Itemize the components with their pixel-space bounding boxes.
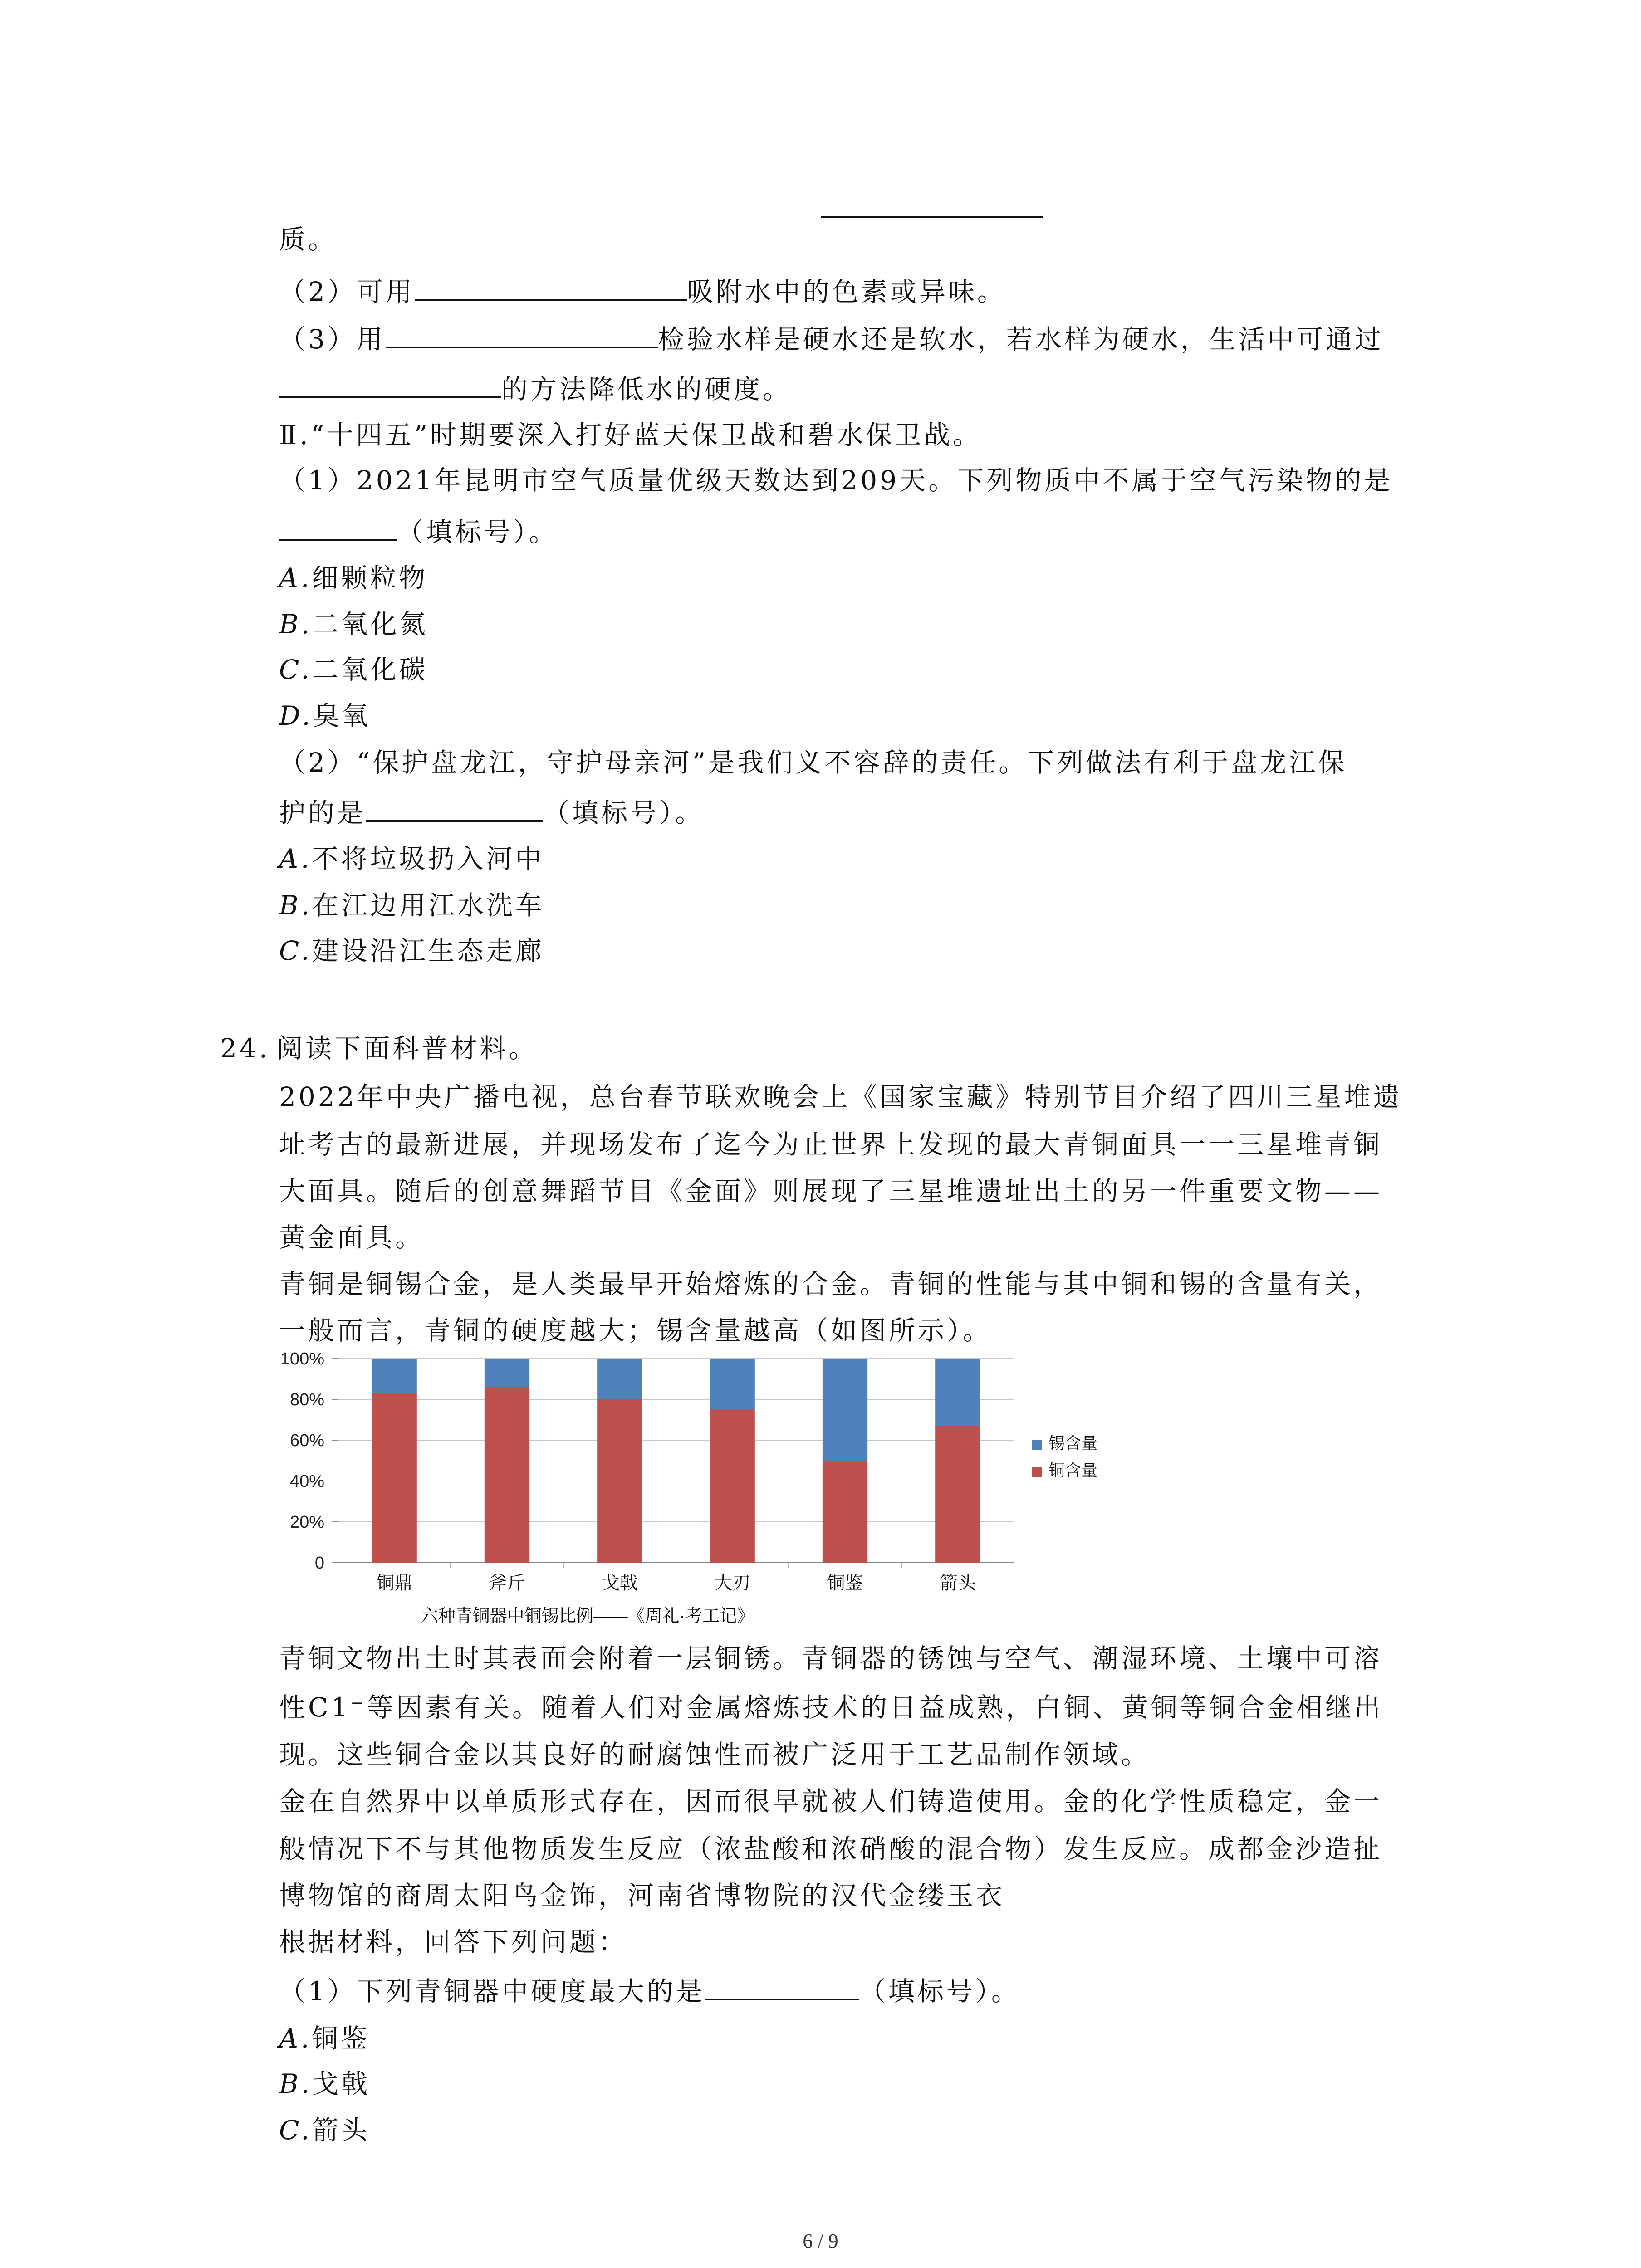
paragraph-line: 大面具。随后的创意舞蹈节目《金面》则展现了三星堆遗址出土的另一件重要文物——: [279, 1176, 1383, 1207]
paragraph-line: 般情况下不与其他物质发生反应（浓盐酸和浓硝酸的混合物）发生反应。成都金沙造扯: [279, 1833, 1383, 1864]
line-suffix: 质。: [279, 224, 338, 255]
option-text: 戈戟: [312, 2068, 371, 2099]
y-tick-label: 80%: [289, 1390, 324, 1409]
legend-label: 锡含量: [1048, 1434, 1098, 1452]
q24-question-1: [279, 1973, 1020, 2008]
y-tick-label: 0: [314, 1554, 324, 1573]
bar-segment: [372, 1359, 417, 1393]
bar-segment: [372, 1393, 417, 1563]
x-tick-label: 斧斤: [489, 1573, 525, 1593]
option-text: 臭氧: [313, 700, 371, 731]
option-letter: A.: [279, 562, 312, 593]
chart-svg: [279, 1349, 1098, 1631]
page-number: 6 / 9: [803, 2230, 838, 2252]
q24-question-1-text: （1）下列青铜器中硬度最大的是: [279, 1976, 705, 2007]
option-letter: B.: [279, 609, 313, 640]
option-text: 二氧化碳: [312, 654, 428, 685]
option-c[interactable]: [279, 934, 544, 967]
option-text: 铜鉴: [312, 2023, 370, 2054]
x-tick-label: 戈戟: [601, 1573, 638, 1593]
option-letter: A.: [279, 2023, 312, 2054]
option-letter: C.: [279, 2115, 312, 2146]
x-tick-label: 铜鉴: [827, 1573, 863, 1593]
answer-blank-s2q1[interactable]: [279, 514, 397, 541]
chart-caption: 六种青铜器中铜锡比例——《周礼·考工记》: [421, 1607, 754, 1626]
s2-question-2-text: （2）“保护盘龙江，守护母亲河”是我们义不容辞的责任。下列做法有利于盘龙江保: [279, 747, 1347, 778]
q24-question-1-tail: （填标号）。: [859, 1976, 1020, 2007]
option-a[interactable]: [279, 562, 428, 594]
option-text: 在江边用江水洗车: [312, 890, 545, 921]
question-3-line-2: [279, 371, 792, 406]
paragraph-line: 博物馆的商周太阳鸟金饰，河南省博物院的汉代金缕玉衣: [279, 1880, 1005, 1911]
bar-segment: [597, 1399, 642, 1563]
answer-blank-q2[interactable]: [415, 274, 687, 301]
paragraph-line: 黄金面具。: [279, 1222, 425, 1253]
question-3-line2-suffix: 的方法降低水的硬度。: [501, 374, 792, 405]
y-tick-label: 100%: [280, 1349, 324, 1369]
question-2-line: [279, 274, 1006, 308]
paragraph-line: 2022年中央广播电视，总台春节联欢晚会上《国家宝藏》特别节目介绍了四川三星堆遗: [279, 1081, 1402, 1112]
paragraph-line: 青铜文物出土时其表面会附着一层铜锈。青铜器的锈蚀与空气、潮湿环境、土壤中可溶: [279, 1643, 1383, 1674]
option-a[interactable]: [279, 2022, 370, 2055]
option-text: 细颗粒物: [312, 562, 428, 593]
option-letter: C.: [279, 654, 312, 685]
question-2-suffix: 吸附水中的色素或异味。: [686, 276, 1006, 307]
s2-question-1-tail: （填标号）。: [397, 517, 558, 547]
option-c[interactable]: [279, 2114, 370, 2146]
paragraph-line: 址考古的最新进展，并现场发布了迄今为止世界上发现的最大青铜面具一一三星堆青铜: [279, 1129, 1383, 1160]
section-2-heading: Ⅱ.“十四五”时期要深入打好蓝天保卫战和碧水保卫战。: [279, 420, 982, 450]
x-tick-label: 大刃: [714, 1573, 751, 1593]
answer-blank-q3a[interactable]: [386, 321, 658, 348]
question-title: 阅读下面科普材料。: [276, 1033, 538, 1064]
option-letter: B.: [279, 890, 313, 921]
bar-segment: [935, 1359, 980, 1426]
y-tick-label: 20%: [289, 1513, 324, 1532]
y-tick-label: 40%: [289, 1472, 324, 1491]
paragraph-line: 现。这些铜合金以其良好的耐腐蚀性而被广泛用于工艺品制作领域。: [279, 1739, 1151, 1770]
bar-segment: [485, 1387, 529, 1563]
bar-segment: [485, 1359, 529, 1387]
option-b[interactable]: [279, 889, 544, 922]
bar-segment: [823, 1461, 867, 1563]
paragraph-line: 青铜是铜锡合金，是人类最早开始熔炼的合金。青铜的性能与其中铜和锡的含量有关，: [279, 1269, 1383, 1300]
bar-segment: [597, 1359, 642, 1399]
answer-blank-s2q2[interactable]: [366, 795, 543, 822]
option-c[interactable]: [279, 653, 428, 686]
paragraph-line: 金在自然界中以单质形式存在，因而很早就被人们铸造使用。金的化学性质稳定，金一: [279, 1786, 1383, 1817]
bar-segment: [823, 1359, 867, 1461]
s2-question-2-tail: （填标号）。: [543, 797, 705, 828]
bar-segment: [710, 1410, 755, 1563]
x-tick-label: 铜鼎: [376, 1573, 413, 1593]
option-letter: C.: [279, 935, 312, 966]
option-letter: D.: [279, 700, 313, 731]
s2-question-1-text: （1）2021年昆明市空气质量优级天数达到209天。下列物质中不属于空气污染物的是: [279, 465, 1393, 496]
option-b[interactable]: [279, 2068, 370, 2100]
paragraph-line: 性C1⁻等因素有关。随着人们对金属熔炼技术的日益成熟，白铜、黄铜等铜合金相继出: [279, 1692, 1383, 1723]
s2-question-2-prefix: 护的是: [279, 797, 367, 828]
option-b[interactable]: [279, 608, 428, 640]
question-2-prefix: （2）可用: [279, 276, 415, 307]
option-text: 二氧化氮: [312, 609, 429, 640]
paragraph-line: 根据材料，回答下列问题：: [279, 1926, 628, 1957]
bronze-composition-chart: [279, 1349, 1096, 1631]
option-d[interactable]: [279, 699, 371, 732]
question-number: 24.: [220, 1033, 270, 1064]
question-24-heading: [220, 1032, 538, 1065]
question-3-prefix: （3）用: [279, 324, 386, 355]
bar-segment: [935, 1426, 980, 1563]
option-text: 不将垃圾扔入河中: [312, 843, 544, 874]
s2-question-1-line-2: [279, 514, 558, 548]
option-a[interactable]: [279, 842, 544, 875]
option-text: 箭头: [312, 2115, 370, 2146]
s2-question-2-line-2: [279, 795, 704, 829]
question-3-suffix: 检验水样是硬水还是软水，若水样为硬水，生活中可通过: [657, 324, 1384, 355]
x-tick-label: 箭头: [939, 1573, 976, 1593]
bar-segment: [710, 1359, 755, 1410]
option-letter: B.: [279, 2068, 313, 2099]
paragraph-line: 一般而言，青铜的硬度越大；锡含量越高（如图所示）。: [279, 1315, 992, 1346]
legend-swatch: [1032, 1467, 1042, 1477]
y-tick-label: 60%: [289, 1431, 324, 1450]
option-text: 建设沿江生态走廊: [312, 935, 544, 966]
answer-blank-q3b[interactable]: [279, 371, 501, 398]
option-letter: A.: [279, 843, 312, 874]
answer-blank-q24-1[interactable]: [705, 1973, 859, 2000]
answer-blank-top[interactable]: [821, 191, 1043, 218]
legend-swatch: [1032, 1440, 1042, 1450]
legend-label: 铜含量: [1048, 1461, 1098, 1480]
question-3-line: [279, 321, 1384, 356]
